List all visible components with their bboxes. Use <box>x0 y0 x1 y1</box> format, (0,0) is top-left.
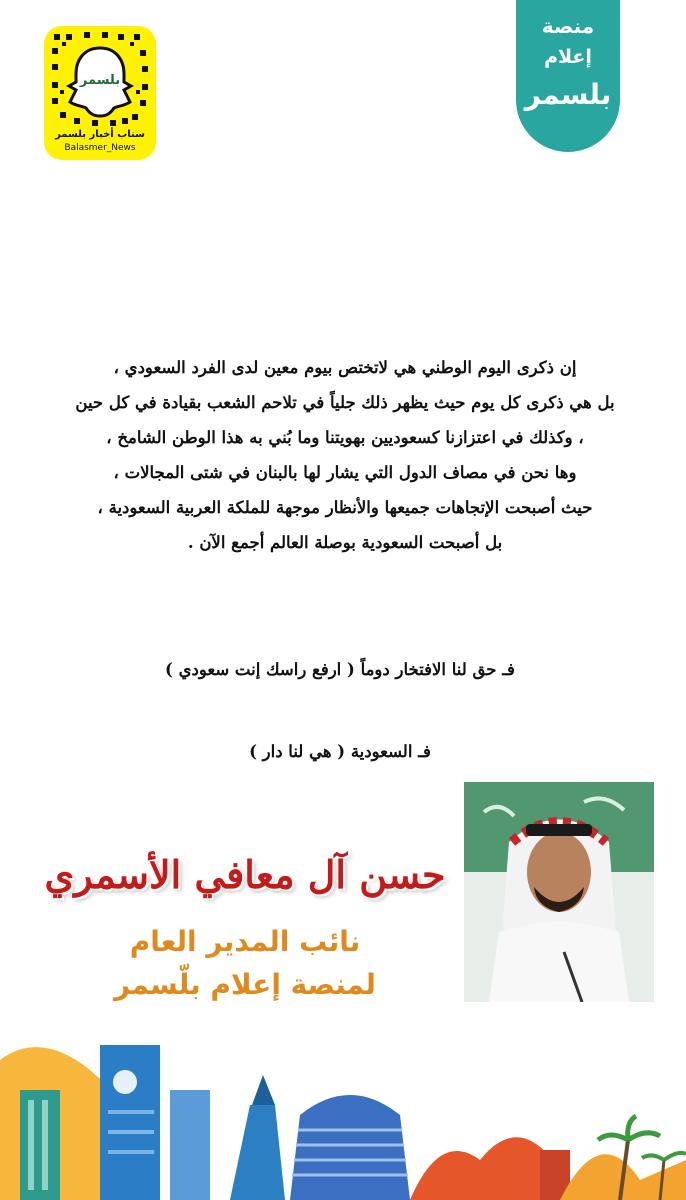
snapcode-username: Balasmer_News <box>64 143 136 153</box>
snapcode[interactable] <box>44 26 156 160</box>
logo-line-1: منصة <box>541 14 595 38</box>
statement-line: بل أصبحت السعودية بوصلة العالم أجمع الآن . <box>187 533 503 552</box>
snapcode-caption-arabic: سناب أخبار بلسمر <box>55 129 145 140</box>
person-title-line-1: نائب المدير العام <box>129 925 361 958</box>
platform-logo <box>516 0 620 152</box>
logo-line-2: إعلام <box>544 46 592 68</box>
statement-text <box>30 350 660 560</box>
person-portrait <box>464 782 654 1002</box>
slogan-line-2: فـ السعودية ( هي لنا دار ) <box>249 742 431 761</box>
person-name: حسن آل معافي الأسمري <box>44 852 446 897</box>
slogan-line-1: فـ حق لنا الافتخار دوماً ( ارفع راسك إنت سعودي ) <box>165 660 515 679</box>
statement-line: بل هي ذكرى كل يوم حيث يظهر ذلك جلياً في تلاحم الشعب بقيادة في كل حين <box>75 393 615 412</box>
statement-line: إن ذكرى اليوم الوطني هي لاتختص بيوم معين لدى الفرد السعودي ، <box>113 358 577 377</box>
portrait-illustration <box>464 782 654 1002</box>
statement-line: ، وكذلك في اعتزازنا كسعوديين بهويتنا وما بُني به هذا الوطن الشامخ ، <box>106 428 584 447</box>
logo-line-3: بلسمر <box>524 78 612 111</box>
statement-line: حيث أصبحت الإتجاهات جميعها والأنظار موجهة للملكة العربية السعودية ، <box>97 498 593 517</box>
svg-text:بلسمر: بلسمر <box>79 73 121 88</box>
city-skyline-illustration <box>0 1030 686 1200</box>
person-title-line-2: لمنصة إعلام بلّسمر <box>114 968 376 1001</box>
statement-line: وها نحن في مصاف الدول التي يشار لها بالبنان في شتى المجالات ، <box>113 463 577 482</box>
